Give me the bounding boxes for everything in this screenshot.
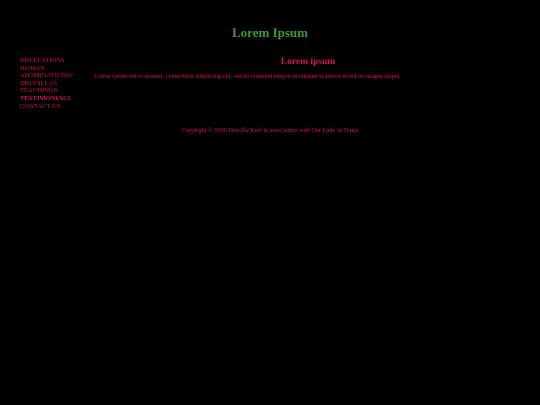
nav-item-drucillas[interactable]: DRUCILLAS [20, 79, 57, 87]
nav-item-teachings[interactable]: TEACHINGS [20, 87, 58, 95]
footer-copyright: Copyright © 1969 Drucilla Keel in association with Our Lady of Venus [181, 127, 359, 134]
content-body: Lorem ipsum dolor sit amet, consectetur adipiscing elit, sed do eiusmod tempor incididunt ut labore et dolore magna aliqua. [94, 73, 401, 80]
site-title: Lorem Ipsum [232, 25, 308, 40]
nav-item-contact-us[interactable]: CONTACT US [20, 102, 61, 110]
nav-item-abominations[interactable]: ABOMINATIONS? [20, 72, 74, 80]
sidebar-nav [20, 57, 90, 110]
content-heading: Lorem ipsum [280, 57, 336, 67]
nav-item-revelations[interactable]: REVELATIONS [20, 57, 65, 64]
nav-item-human[interactable]: HUMAN [20, 64, 45, 72]
nav-item-testimonials[interactable]: TESTIMONIALS [20, 94, 71, 102]
